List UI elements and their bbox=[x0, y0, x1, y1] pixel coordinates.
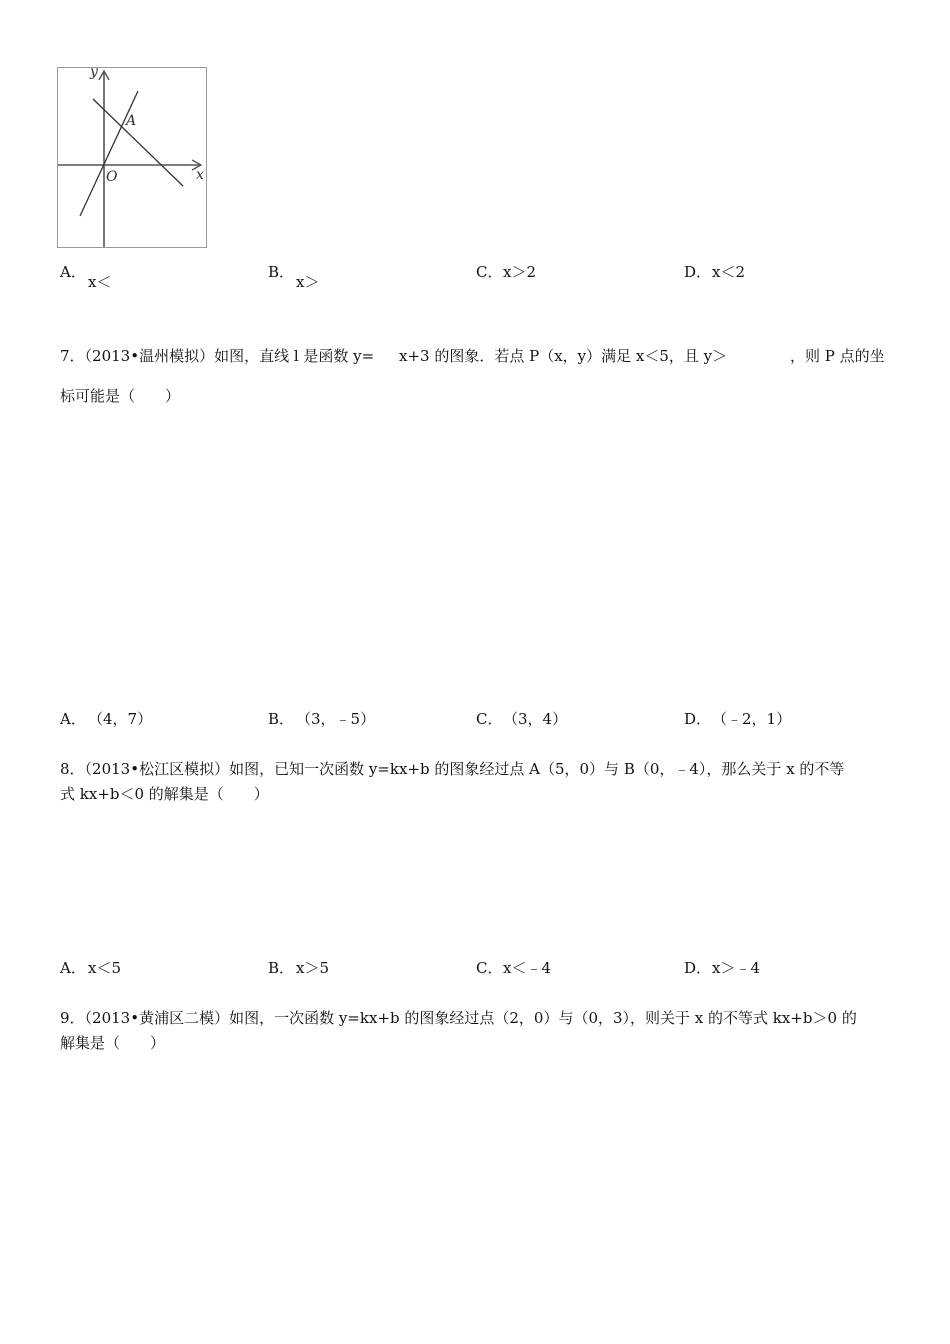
q8-option-a-letter: A． bbox=[60, 959, 86, 977]
q6-option-a-letter: A． bbox=[60, 263, 86, 281]
q7-option-d-text: （﹣2，1） bbox=[712, 710, 792, 728]
q6-option-a-text: x＜ bbox=[88, 273, 112, 291]
q6-option-c-letter: C． bbox=[476, 263, 503, 281]
q6-option-b-text: x＞ bbox=[296, 273, 320, 291]
q8-stem-line1: 8．（2013•松江区模拟）如图，已知一次函数 y=kx+b 的图象经过点 A（5，0）与 B（0，﹣4），那么关于 x 的不等 bbox=[60, 760, 845, 778]
origin-label: O bbox=[106, 169, 118, 185]
q7-option-b-text: （3，﹣5） bbox=[296, 710, 376, 728]
q6-option-d-letter: D． bbox=[684, 263, 712, 281]
q8-option-d-letter: D． bbox=[684, 959, 712, 977]
q7-option-c-text: （3，4） bbox=[503, 710, 568, 728]
q7-option-d-letter: D． bbox=[684, 710, 712, 728]
q6-option-b-letter: B． bbox=[268, 263, 295, 281]
q8-option-d-text: x＞﹣4 bbox=[712, 959, 761, 977]
q9-stem-line1: 9．（2013•黄浦区二模）如图，一次函数 y=kx+b 的图象经过点（2，0）与（0，3），则关于 x 的不等式 kx+b＞0 的 bbox=[60, 1009, 857, 1027]
q7-option-a-letter: A． bbox=[60, 710, 86, 728]
line-through-origin bbox=[80, 91, 138, 216]
q9-stem-line2: 解集是（ ） bbox=[60, 1034, 166, 1052]
q7-option-c-letter: C． bbox=[476, 710, 503, 728]
point-a-label: A bbox=[126, 113, 137, 129]
q7-stem-line2: 标可能是（ ） bbox=[60, 387, 181, 405]
q7-stem-part3: ，则 P 点的坐 bbox=[790, 347, 885, 365]
y-label: y bbox=[90, 68, 98, 80]
q8-option-c-text: x＜﹣4 bbox=[503, 959, 552, 977]
q8-option-b-text: x＞5 bbox=[296, 959, 330, 977]
q8-option-c-letter: C． bbox=[476, 959, 503, 977]
q7-stem-part2: x+3 的图象．若点 P（x，y）满足 x＜5，且 y＞ bbox=[399, 347, 728, 365]
q6-option-d-text: x＜2 bbox=[712, 263, 746, 281]
q8-option-a-text: x＜5 bbox=[88, 959, 122, 977]
x-label: x bbox=[196, 167, 204, 183]
coordinate-graph bbox=[58, 68, 206, 247]
q8-stem-line2: 式 kx+b＜0 的解集是（ ） bbox=[60, 785, 269, 803]
q7-stem-part1: 7．（2013•温州模拟）如图，直线 l 是函数 y= bbox=[60, 347, 375, 365]
q6-option-c-text: x＞2 bbox=[503, 263, 537, 281]
q7-option-b-letter: B． bbox=[268, 710, 295, 728]
q8-option-b-letter: B． bbox=[268, 959, 295, 977]
q6-figure bbox=[57, 67, 207, 248]
q7-option-a-text: （4，7） bbox=[88, 710, 153, 728]
